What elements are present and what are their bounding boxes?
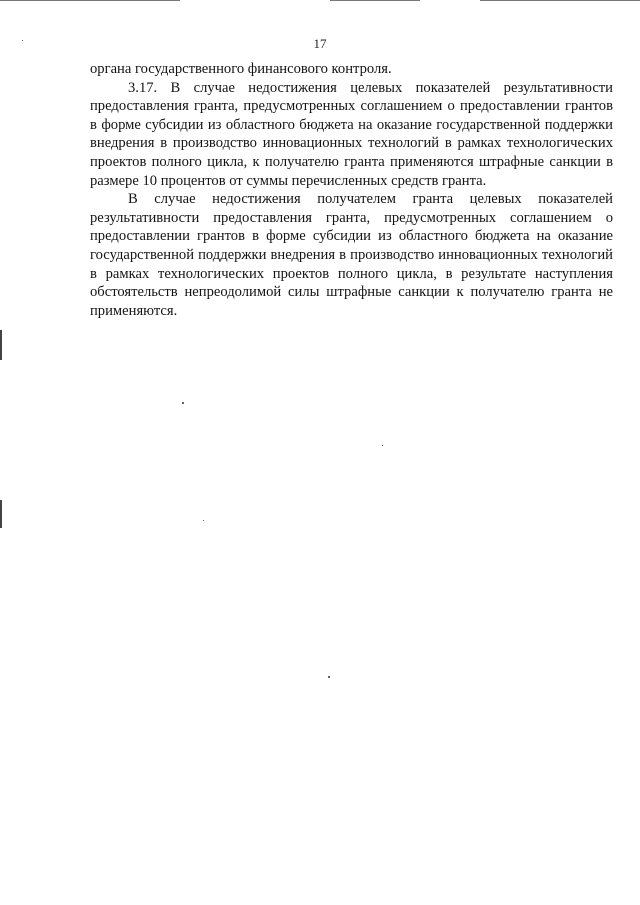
scan-speck [203,520,204,521]
scan-edge-mark [0,500,2,528]
page-number: 17 [313,36,327,51]
scan-speck [382,445,383,446]
scan-edge-mark [0,330,2,360]
scan-speck [22,40,23,41]
paragraph-continuation: органа государственного финансового контроля. [90,61,392,77]
scan-edge-line [0,0,180,1]
scan-edge-line [330,0,420,1]
paragraph-3-17: 3.17. В случае недостижения целевых показателей результативности предоставления гранта, предусмотренных соглашением о предоставлении грантов в форме субсидии из областного бюджета на оказание государственной поддержки внедрения в производство инновационных технологий в рамках технологических проектов полного цикла, к получателю гранта применяются штрафные санкции в размере 10 процентов от суммы перечисленных средств гранта. [90,79,613,189]
scan-edge-line [480,0,640,1]
scan-speck [328,676,330,678]
paragraph-force-majeure: В случае недостижения получателем гранта целевых показателей результативности предоставления гранта, предусмотренных соглашением о предоставлении грантов в форме субсидии из областного бюджета на оказание государственной поддержки внедрения в производство инновационных технологий в рамках технологических проектов полного цикла, в результате наступления обстоятельств непреодолимой силы штрафные санкции к получателю гранта не применяются. [90,191,613,319]
document-body [90,60,613,320]
scan-speck [182,402,184,404]
